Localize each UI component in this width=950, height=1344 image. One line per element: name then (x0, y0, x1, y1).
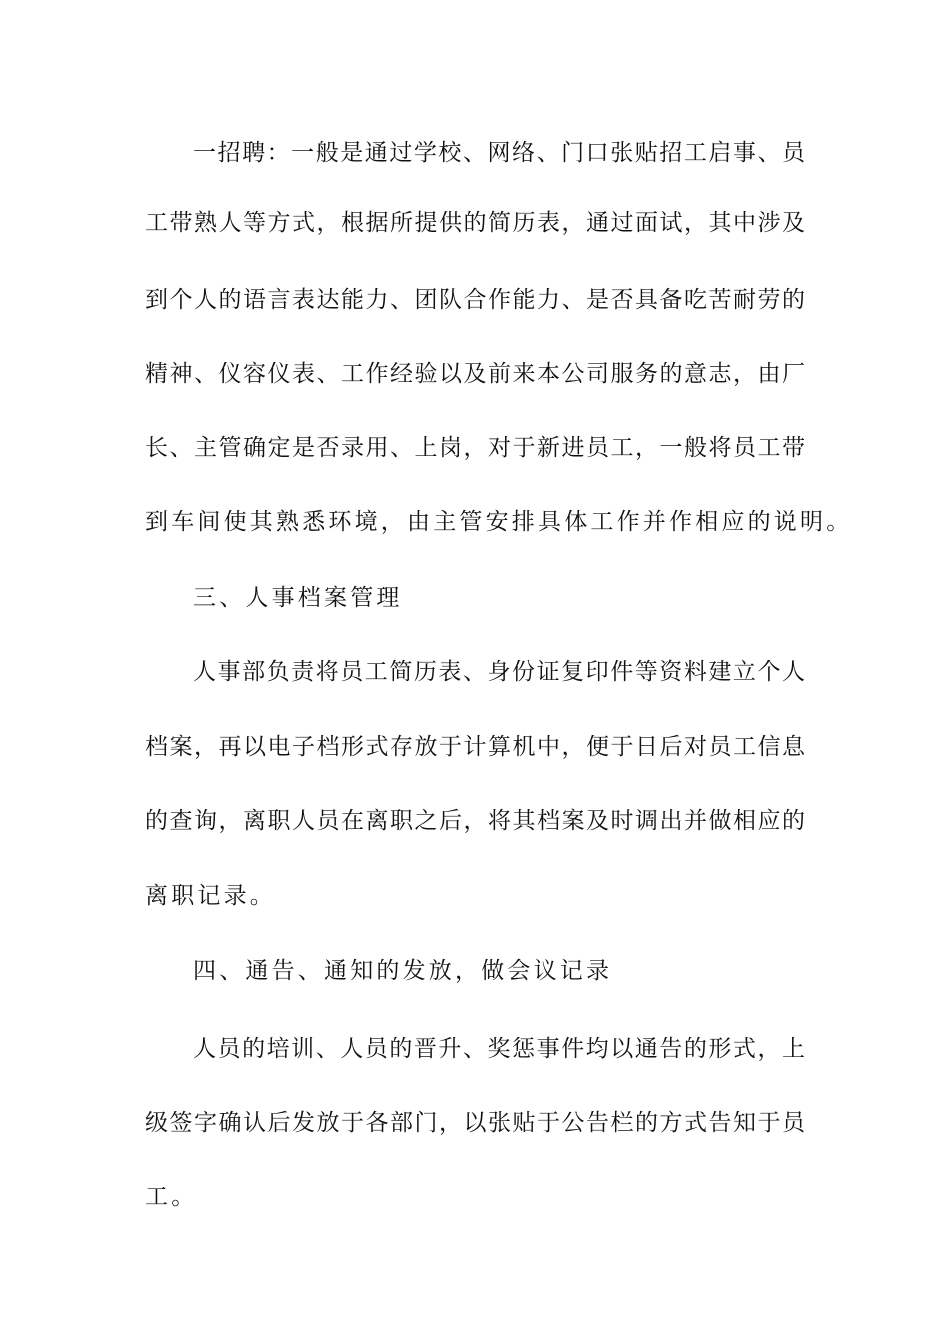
paragraph-line: 工。 (145, 1184, 198, 1210)
paragraph-line: 长、主管确定是否录用、上岗，对于新进员工，一般将员工带 (145, 435, 805, 461)
paragraph-line: 级签字确认后发放于各部门，以张贴于公告栏的方式告知于员 (145, 1110, 805, 1136)
paragraph-line: 的查询，离职人员在离职之后，将其档案及时调出并做相应的 (145, 808, 805, 834)
paragraph-line: 离职记录。 (145, 883, 276, 909)
section-heading: 四、通告、通知的发放，做会议记录 (193, 958, 613, 984)
paragraph-line: 到车间使其熟悉环境，由主管安排具体工作并作相应的说明。 (145, 509, 853, 535)
paragraph-line: 人事部负责将员工简历表、身份证复印件等资料建立个人 (193, 659, 805, 685)
paragraph-line: 一招聘：一般是通过学校、网络、门口张贴招工启事、员 (193, 140, 805, 166)
paragraph-line: 档案，再以电子档形式存放于计算机中，便于日后对员工信息 (145, 734, 805, 760)
paragraph-line: 到个人的语言表达能力、团队合作能力、是否具备吃苦耐劳的 (145, 287, 805, 313)
section-heading: 三、人事档案管理 (193, 585, 403, 611)
paragraph-line: 精神、仪容仪表、工作经验以及前来本公司服务的意志，由厂 (145, 361, 805, 387)
paragraph-line: 工带熟人等方式，根据所提供的简历表，通过面试，其中涉及 (145, 210, 805, 236)
paragraph-line: 人员的培训、人员的晋升、奖惩事件均以通告的形式，上 (193, 1036, 805, 1062)
